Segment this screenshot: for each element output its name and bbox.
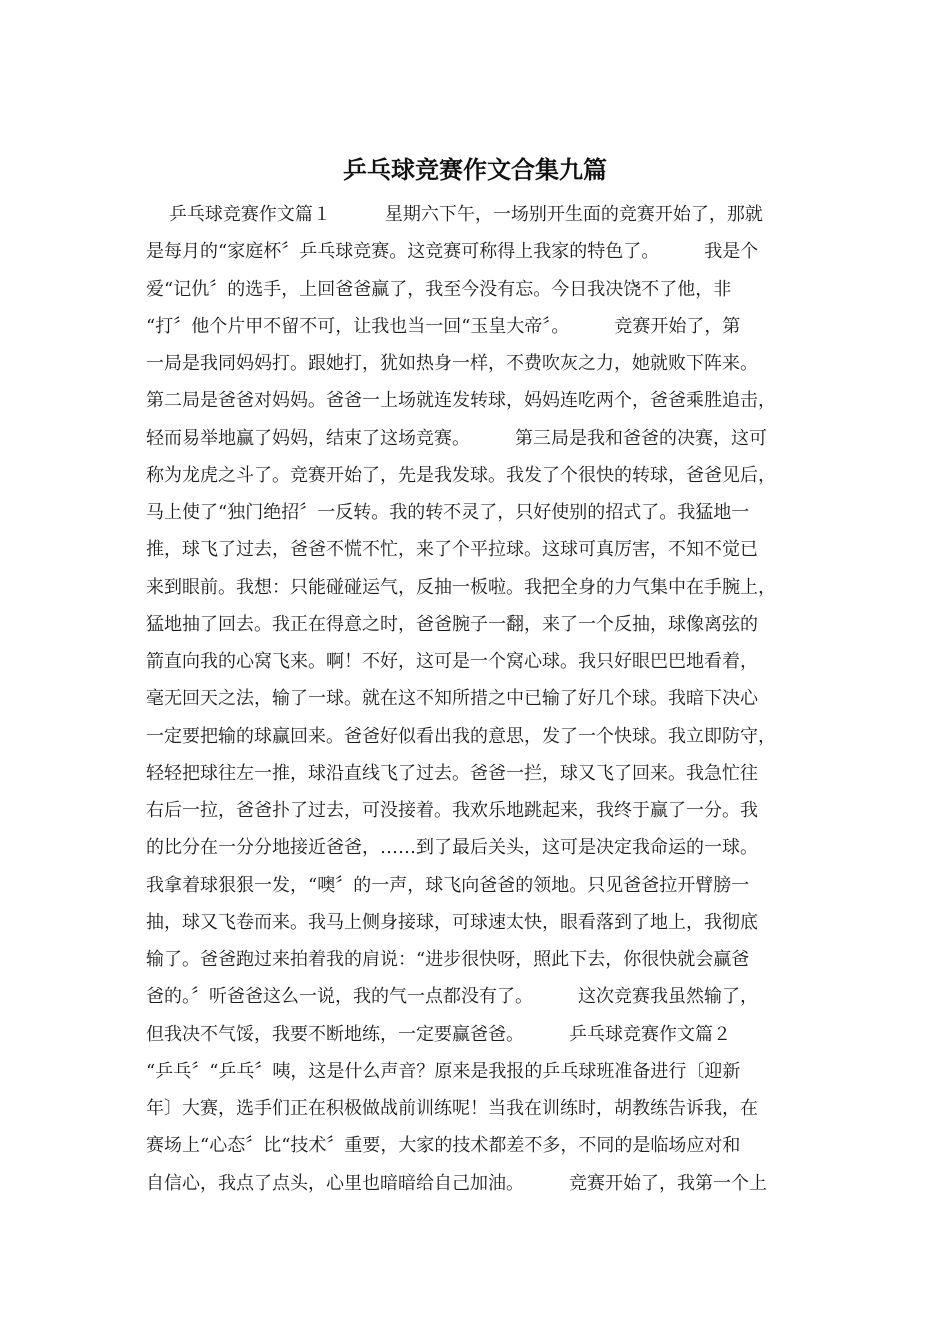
text-line: 爸的。〞听爸爸这么一说，我的气一点都没有了。 这次竞赛我虽然输了， <box>146 986 758 1008</box>
document-title: 乒乓球竞赛作文合集九篇 <box>343 155 607 184</box>
text-line: 右后一拉，爸爸扑了过去，可没接着。我欢乐地跳起来，我终于赢了一分。我 <box>146 800 758 821</box>
text-line: “乒乓〞“乒乓〞咦，这是什么声音？原来是我报的乒乓球班准备进行〔迎新 <box>146 1060 741 1082</box>
text-line: 推，球飞了过去，爸爸不慌不忙，来了个平拉球。这球可真厉害，不知不觉已 <box>146 539 758 561</box>
text-line: “打〞他个片甲不留不可，让我也当一回“玉皇大帝〞。 竞赛开始了，第 <box>146 315 741 337</box>
text-line: 爱“记仇〞的选手，上回爸爸赢了，我至今没有忘。今日我决饶不了他，非 <box>146 278 732 300</box>
text-line: 的比分在一分分地接近爸爸，……到了最后关头，这可是决定我命运的一球。 <box>146 837 758 859</box>
text-line: 毫无回天之法，输了一球。就在这不知所措之中已输了好几个球。我暗下决心 <box>146 688 758 710</box>
text-line: 抽，球又飞卷而来。我马上侧身接球，可球速太快，眼看落到了地上，我彻底 <box>146 911 758 933</box>
text-line: 赛场上“心态〞比“技术〞重要，大家的技术都差不多，不同的是临场应对和 <box>146 1135 741 1157</box>
document-body <box>146 196 822 1202</box>
text-line: 马上使了“独门绝招〞一反转。我的转不灵了，只好使别的招式了。我猛地一 <box>146 502 750 523</box>
text-line: 一局是我同妈妈打。跟她打，犹如热身一样，不费吹灰之力，她就败下阵来。 <box>146 353 758 374</box>
text-line: 输了。爸爸跑过来拍着我的肩说：“进步很快呀，照此下去，你很快就会赢爸 <box>146 949 750 970</box>
text-line: 年〕大赛，选手们正在积极做战前训练呢！当我在训练时，胡教练告诉我，在 <box>146 1098 758 1119</box>
text-line: 是每月的“家庭杯〞乒乓球竞赛。这竞赛可称得上我家的特色了。 我是个 <box>146 241 759 263</box>
text-line: 乒乓球竞赛作文篇１ 星期六下午，一场别开生面的竞赛开始了，那就 <box>146 204 763 225</box>
text-line: 轻而易举地赢了妈妈，结束了这场竞赛。 第三局是我和爸爸的决赛，这可 <box>146 427 767 449</box>
text-line: 第二局是爸爸对妈妈。爸爸一上场就连发转球，妈妈连吃两个，爸爸乘胜追击， <box>146 390 776 412</box>
text-line: 自信心，我点了点头，心里也暗暗给自己加油。 竞赛开始了，我第一个上 <box>146 1172 767 1194</box>
text-line: 猛地抽了回去。我正在得意之时，爸爸腕子一翻，来了一个反抽，球像离弦的 <box>146 613 758 635</box>
text-line: 轻轻把球往左一推，球沿直线飞了过去。爸爸一拦，球又飞了回来。我急忙往 <box>146 762 758 784</box>
text-line: 来到眼前。我想：只能碰碰运气，反抽一板啦。我把全身的力气集中在手腕上， <box>146 576 776 598</box>
text-line: 但我决不气馁，我要不断地练，一定要赢爸爸。 乒乓球竞赛作文篇２ <box>146 1023 731 1045</box>
text-line: 一定要把输的球赢回来。爸爸好似看出我的意思，发了一个快球。我立即防守， <box>146 725 776 747</box>
text-line: 称为龙虎之斗了。竞赛开始了，先是我发球。我发了个很快的转球，爸爸见后， <box>146 464 776 486</box>
text-line: 箭直向我的心窝飞来。啊！不好，这可是一个窝心球。我只好眼巴巴地看着， <box>146 651 758 672</box>
text-line: 我拿着球狠狠一发，“噢〞的一声，球飞向爸爸的领地。只见爸爸拉开臂膀一 <box>146 874 750 896</box>
